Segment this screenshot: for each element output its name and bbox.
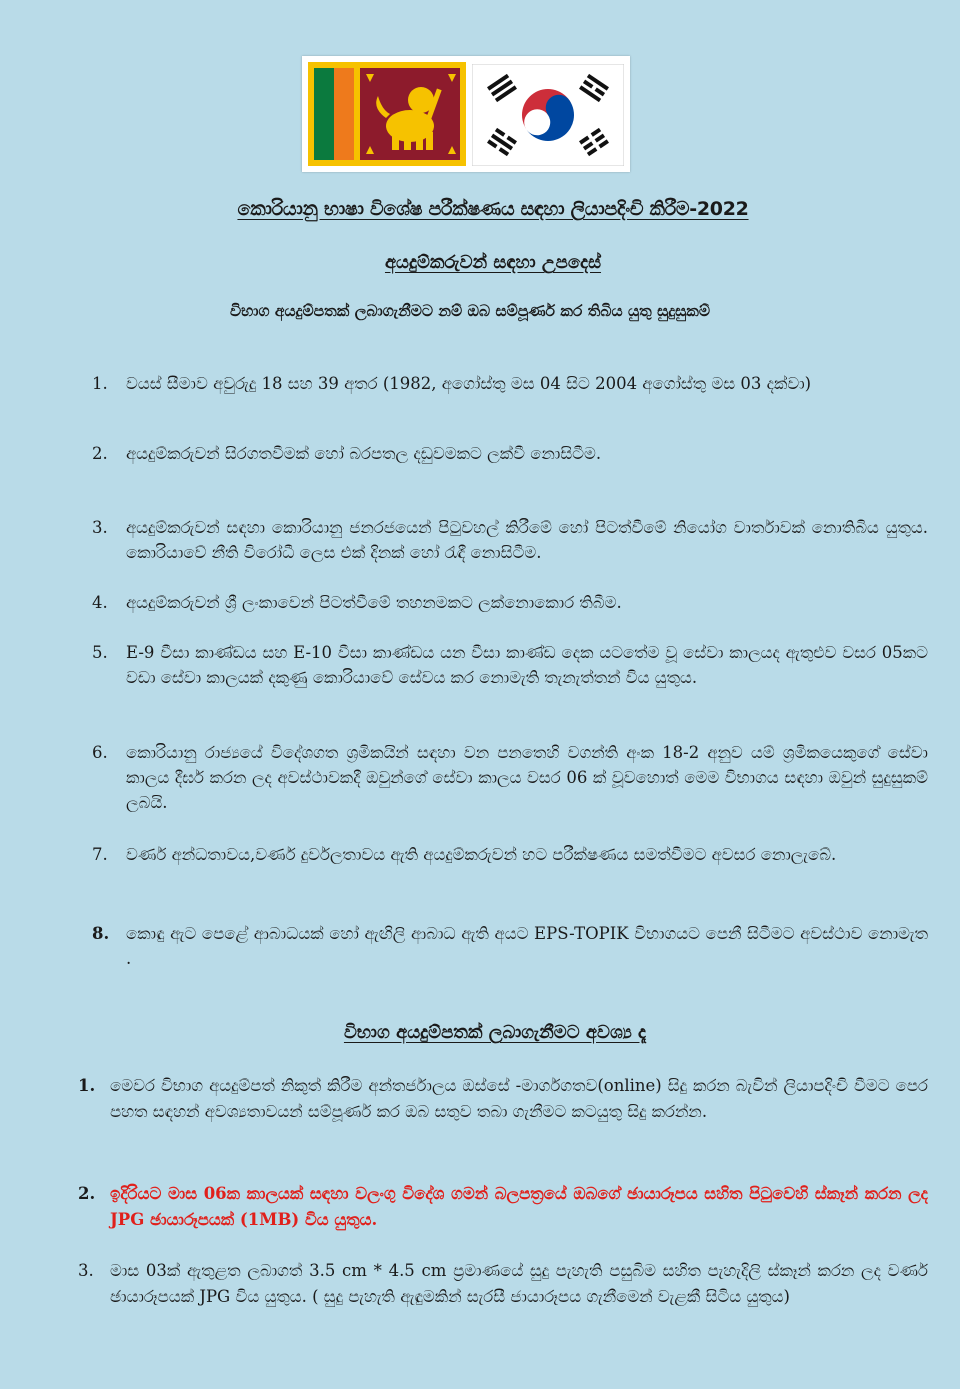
requirements-heading: විභාග අයදුම්පතක් ලබාගැනීමට අවශ්‍ය දෑ [343, 1022, 647, 1043]
item-text-highlighted: ඉදිරියට මාස 06ක කාලයක් සඳහා වලංගු විදේශ ගමන් බලපත්‍රයේ ඔබගේ ඡායාරූපය සහිත පිටුවෙහි ස්කෑන් කරන ලද JPG ඡායාරූපයක් (1MB) විය යුතුය. [110, 1184, 928, 1229]
requirement-item [78, 1258, 928, 1310]
item-number: 5. [92, 643, 108, 662]
eligibility-item [92, 371, 928, 396]
item-number: 3. [92, 518, 108, 537]
document-title: කොරියානු භාෂා විශේෂ පරීක්ෂණය සඳහා ලියාපදිංචි කිරීම-2022 [237, 198, 749, 220]
item-text: කොඳු ඇට පෙළේ ආබාධයක් හෝ ඇඟිලි ආබාධ ඇති අයට EPS-TOPIK විභාගයට පෙනී සිටීමට අවස්ථාව නොමැත . [126, 924, 928, 968]
requirement-item [78, 1181, 928, 1233]
eligibility-item [92, 515, 928, 565]
item-number: 4. [92, 593, 108, 612]
item-number: 1. [78, 1076, 96, 1095]
item-text: අයදුම්කරුවන් ශ්‍රී ලංකාවෙන් පිටත්වීමේ තහනමකට ලක්නොකොර තිබීම. [126, 593, 622, 612]
item-text: අයදුම්කරුවන් සිරගතවීමක් හෝ බරපතල දඩුවමකට ලක්වී නොසිටීම. [126, 444, 602, 463]
eligibility-item [92, 441, 928, 466]
eligibility-item [92, 590, 928, 615]
eligibility-heading: විභාග අයදුම්පතක් ලබාගැනීමට නම් ඔබ සම්පූර්ණ කර තිබිය යුතු සුදුසුකම් [230, 302, 711, 320]
eligibility-item [92, 840, 928, 870]
item-text: මාස 03ක් ඇතුළත ලබාගත් 3.5 cm * 4.5 cm ප්‍රමාණයේ සුදු පැහැති පසුබිම සහිත පැහැදිලි ස්කෑන් කරන ලද වර්ණ ඡායාරූපයක් JPG විය යුතුය. ( සුදු පැහැති ඇඳුමකින් සැරසී ජායාරූපය ගැනීමෙන් වැළකී සිටිය යුතුය) [110, 1261, 928, 1306]
flags-banner [302, 56, 630, 172]
item-number: 2. [92, 444, 108, 463]
item-text: E-9 වීසා කාණ්ඩය සහ E-10 වීසා කාණ්ඩය යන වීසා කාණ්ඩ දෙක යටතේම වූ සේවා කාලයද ඇතුළුව වසර 05කට වඩා සේවා කාලයක් දකුණු කොරියාවේ සේවය කර නොමැති තැනැත්තන් විය යුතුය. [126, 643, 928, 687]
item-number: 1. [92, 374, 108, 393]
eligibility-item [92, 740, 928, 815]
sri-lanka-flag-icon [308, 62, 466, 166]
eligibility-item [92, 921, 928, 971]
item-number: 8. [92, 924, 110, 943]
document-subtitle: අයදුම්කරුවන් සඳහා උපදෙස් [384, 252, 602, 273]
item-number: 7. [92, 845, 108, 864]
item-number: 3. [78, 1261, 94, 1280]
item-number: 6. [92, 743, 108, 762]
item-text: වර්ණ අන්ධතාවය,වර්ණ දුර්වලතාවය ඇති අයදුම්කරුවන් හට පරීක්ෂණය සමත්වීමට අවසර නොලැබේ. [126, 845, 837, 864]
item-number: 2. [78, 1184, 96, 1203]
item-text: කොරියානු රාජ්‍යයේ විදේශගත ශ්‍රමිකයින් සඳහා වන පනතෙහි වගන්ති අංක 18-2 අනුව යම් ශ්‍රමිකයෙකුගේ සේවා කාලය දීර්ඝ කරන ලද අවස්ථාවකදී ඔවුන්ගේ සේවා කාලය වසර 06 ක් වූවහොත් මෙම විභාගය සඳහා ඔවුන් සුදුසුකම් ලබයි. [126, 743, 928, 812]
south-korea-flag-icon [472, 64, 624, 166]
item-text: අයදුම්කරුවන් සඳහා කොරියානු ජනරජයෙන් පිටුවහල් කිරීමේ හෝ පිටත්වීමේ නියෝග වාර්තාවක් නොතිබිය යුතුය. කොරියාවේ නීති විරෝධී ලෙස එක් දිනක් හෝ රැඳී නොසිටීම. [126, 518, 928, 562]
item-text: වයස් සීමාව අවුරුදු 18 සහ 39 අතර (1982, අගෝස්තු මස 04 සිට 2004 අගෝස්තු මස 03 දක්වා) [126, 374, 812, 393]
item-text: මෙවර විභාග අයදුම්පත් නිකුත් කිරීම අන්තර්ජාලය ඔස්සේ -මාර්ගගතව(online) සිදු කරන බැවින් ලියාපදිංචි වීමට පෙර පහත සඳහන් අවශ්‍යතාවයන් සම්පූර්ණ කර ඔබ සතුව තබා ගැනීමට කටයුතු සිදු කරන්න. [110, 1076, 928, 1121]
requirement-item [78, 1073, 928, 1125]
eligibility-item [92, 640, 928, 690]
